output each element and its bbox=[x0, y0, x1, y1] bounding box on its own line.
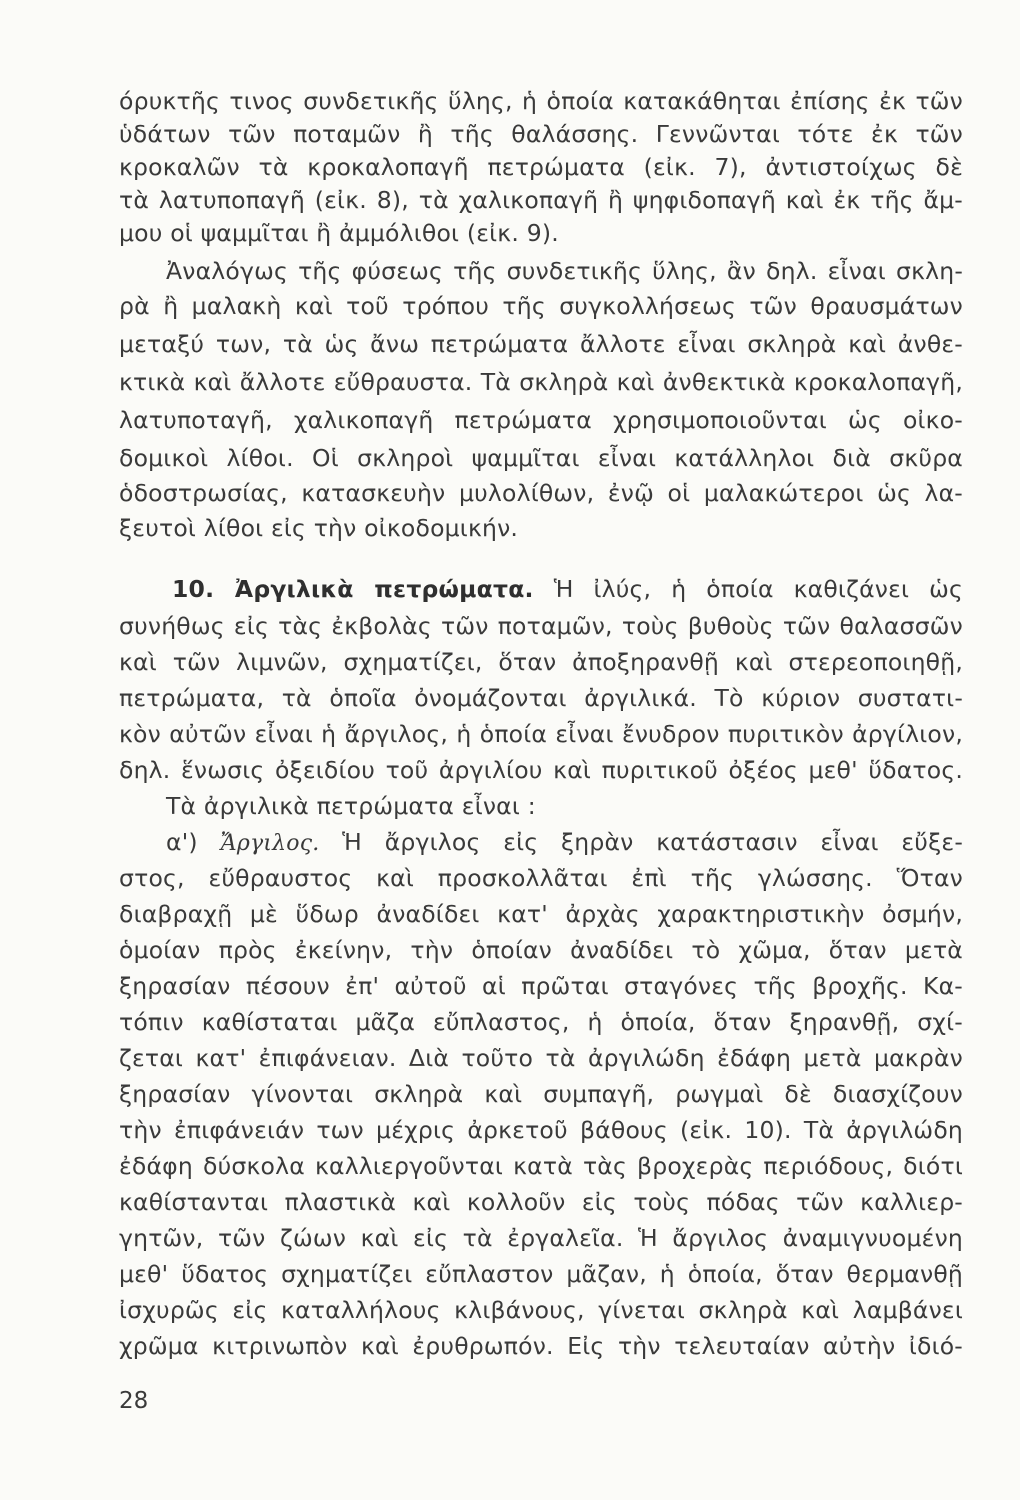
text-line: κὸν αὐτῶν εἶναι ἡ ἄργιλος, ἡ ὁποία εἶναι ἔνυδρον πυριτικὸν ἀργίλιον, bbox=[119, 720, 963, 748]
text-line: μου οἱ ψαμμῖται ἢ ἀμμόλιθοι (εἰκ. 9). bbox=[119, 219, 559, 247]
text-line: τὰ λατυποπαγῆ (εἰκ. 8), τὰ χαλικοπαγῆ ἢ ψηφιδοπαγῆ καὶ ἐκ τῆς ἄμ- bbox=[119, 186, 963, 214]
text-line: τόπιν καθίσταται μᾶζα εὔπλαστος, ἡ ὁποία, ὅταν ξηρανθῇ, σχί- bbox=[119, 1008, 963, 1036]
text-line: όρυκτῆς τινος συνδετικῆς ὕλης, ἡ ὁποία κατακάθηται ἐπίσης ἐκ τῶν bbox=[119, 87, 963, 115]
text-line: καὶ τῶν λιμνῶν, σχηματίζει, ὅταν ἀποξηρανθῇ καὶ στερεοποιηθῇ, bbox=[119, 648, 963, 676]
text-line: καθίστανται πλαστικὰ καὶ κολλοῦν εἰς τοὺς πόδας τῶν καλλιερ- bbox=[119, 1188, 963, 1216]
text-line: γητῶν, τῶν ζώων καὶ εἰς τὰ ἐργαλεῖα. Ἡ ἄργιλος ἀναμιγνυομένη bbox=[119, 1224, 963, 1252]
text-line: ρὰ ἢ μαλακὴ καὶ τοῦ τρόπου τῆς συγκολλήσεως τῶν θραυσμάτων bbox=[119, 292, 963, 320]
text-line: Ἡ ἰλύς, ἡ ὁποία καθιζάνει ὡς bbox=[553, 575, 963, 603]
text-line: ἐδάφη δύσκολα καλλιεργοῦνται κατὰ τὰς βροχερὰς περιόδους, διότι bbox=[119, 1152, 963, 1180]
text-line: κροκαλῶν τὰ κροκαλοπαγῆ πετρώματα (εἰκ. 7), ἀντιστοίχως δὲ bbox=[119, 153, 963, 181]
list-item-term: Ἄργιλος. bbox=[220, 831, 320, 856]
text-line: διαβραχῇ μὲ ὕδωρ ἀναδίδει κατ' ἀρχὰς χαρακτηριστικὴν ὀσμήν, bbox=[119, 900, 963, 928]
text-line: κτικὰ καὶ ἄλλοτε εὔθραυστα. Τὰ σκληρὰ καὶ ἀνθεκτικὰ κροκαλοπαγῆ, bbox=[119, 368, 963, 396]
text-line: Τὰ ἀργιλικὰ πετρώματα εἶναι : bbox=[166, 792, 536, 820]
text-line: ὁμοίαν πρὸς ἐκείνην, τὴν ὁποίαν ἀναδίδει τὸ χῶμα, ὅταν μετὰ bbox=[119, 936, 963, 964]
text-line: Ἡ ἄργιλος εἰς ξηρὰν κατάστασιν εἶναι εὔξε- bbox=[342, 828, 963, 856]
text-line: πετρώματα, τὰ ὁποῖα ὀνομάζονται ἀργιλικά. Τὸ κύριον συστατι- bbox=[119, 684, 963, 712]
section-heading-line bbox=[172, 573, 963, 606]
list-item-label: α') bbox=[166, 828, 198, 856]
text-line: ὑδάτων τῶν ποταμῶν ἢ τῆς θαλάσσης. Γεννῶνται τότε ἐκ τῶν bbox=[119, 120, 963, 148]
text-line: δηλ. ἕνωσις ὀξειδίου τοῦ ἀργιλίου καὶ πυριτικοῦ ὀξέος μεθ' ὕδατος. bbox=[119, 756, 963, 784]
text-line: μεταξύ των, τὰ ὡς ἄνω πετρώματα ἄλλοτε εἶναι σκληρὰ καὶ ἀνθε- bbox=[119, 330, 963, 358]
section-heading: 10. Ἀργιλικὰ πετρώματα. bbox=[172, 575, 534, 603]
text-line: συνήθως εἰς τὰς ἐκβολὰς τῶν ποταμῶν, τοὺς βυθοὺς τῶν θαλασσῶν bbox=[119, 612, 963, 640]
text-line: λατυποταγῆ, χαλικοπαγῆ πετρώματα χρησιμοποιοῦνται ὡς οἰκο- bbox=[119, 406, 963, 434]
text-line: στος, εὔθραυστος καὶ προσκολλᾶται ἐπὶ τῆς γλώσσης. Ὅταν bbox=[119, 864, 963, 892]
page-number: 28 bbox=[119, 1388, 149, 1414]
text-line: ξηρασίαν γίνονται σκληρὰ καὶ συμπαγῆ, ρωγμαὶ δὲ διασχίζουν bbox=[119, 1080, 963, 1108]
text-line: ἰσχυρῶς εἰς καταλλήλους κλιβάνους, γίνεται σκληρὰ καὶ λαμβάνει bbox=[119, 1296, 963, 1324]
text-line: τὴν ἐπιφάνειάν των μέχρις ἀρκετοῦ βάθους (εἰκ. 10). Τὰ ἀργιλώδη bbox=[119, 1116, 963, 1144]
text-line: μεθ' ὕδατος σχηματίζει εὔπλαστον μᾶζαν, ἡ ὁποία, ὅταν θερμανθῇ bbox=[119, 1260, 963, 1288]
text-line: ὁδοστρωσίας, κατασκευὴν μυλολίθων, ἐνῷ οἱ μαλακώτεροι ὡς λα- bbox=[119, 479, 963, 507]
text-line: χρῶμα κιτρινωπὸν καὶ ἐρυθρωπόν. Εἰς τὴν τελευταίαν αὐτὴν ἰδιό- bbox=[119, 1332, 963, 1360]
text-line: δομικοὶ λίθοι. Οἱ σκληροὶ ψαμμῖται εἶναι κατάλληλοι διὰ σκῦρα bbox=[119, 444, 963, 472]
text-line: ξηρασίαν πέσουν ἐπ' αὐτοῦ αἱ πρῶται σταγόνες τῆς βροχῆς. Κα- bbox=[119, 972, 963, 1000]
text-line: ξευτοὶ λίθοι εἰς τὴν οἰκοδομικήν. bbox=[119, 514, 519, 542]
list-item-line bbox=[166, 826, 963, 860]
text-line: ζεται κατ' ἐπιφάνειαν. Διὰ τοῦτο τὰ ἀργιλώδη ἐδάφη μετὰ μακρὰν bbox=[119, 1044, 963, 1072]
text-line: Ἀναλόγως τῆς φύσεως τῆς συνδετικῆς ὕλης, ἂν δηλ. εἶναι σκλη- bbox=[166, 257, 963, 285]
